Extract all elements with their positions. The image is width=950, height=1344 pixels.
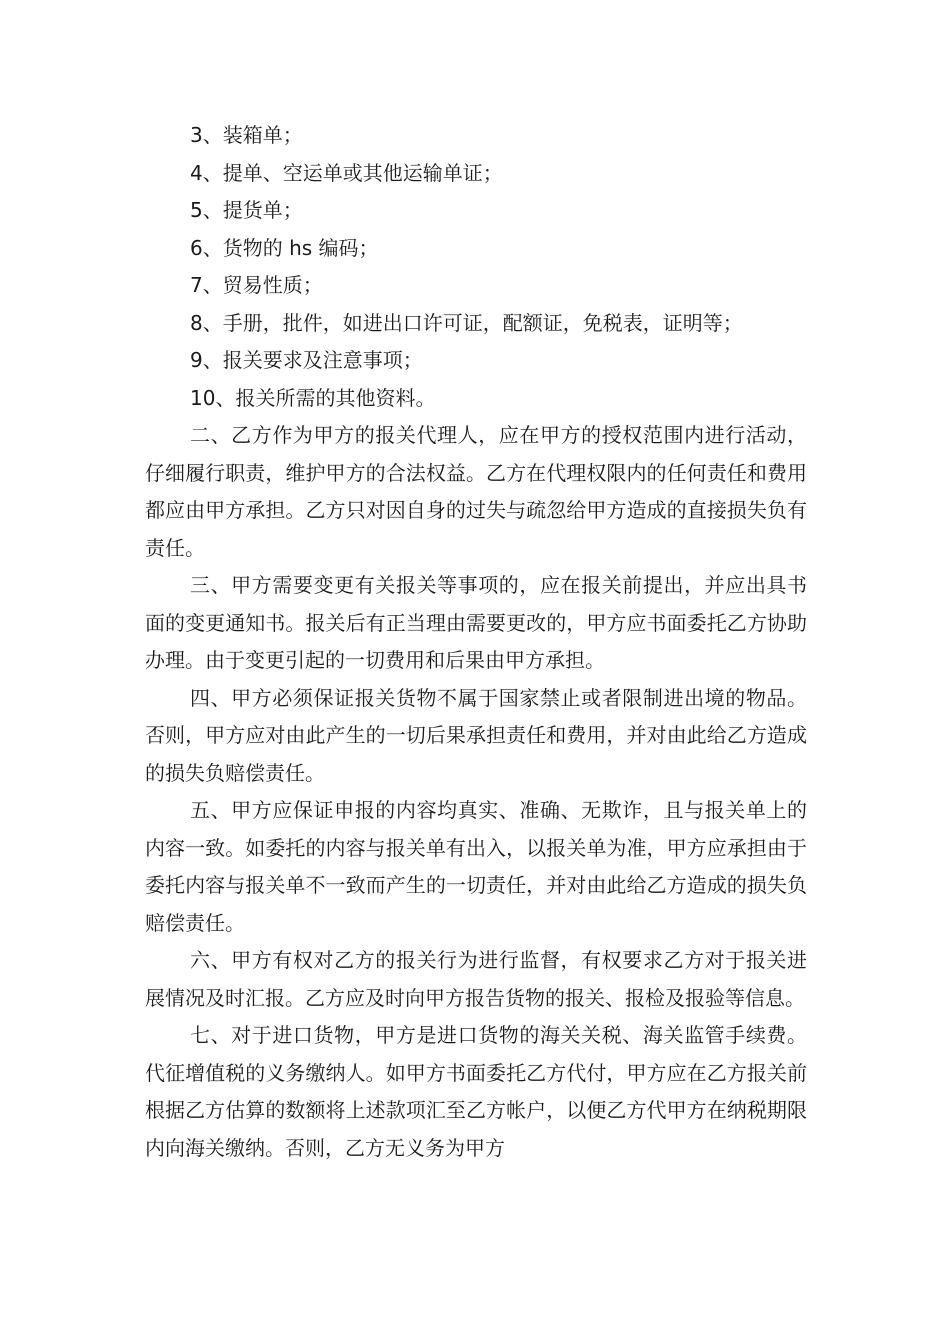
list-item: 7、贸易性质； xyxy=(190,273,323,297)
clause-paragraph: 七、对于进口货物，甲方是进口货物的海关关税、海关监管手续费。代征增值税的义务缴纳人。如甲方书面委托乙方代付，甲方应在乙方报关前根据乙方估算的数额将上述款项汇至乙方帐户，以便乙方代甲方在纳税期限内向海关缴纳。否则，乙方无义务为甲方 xyxy=(145,1023,807,1160)
list-item: 4、提单、空运单或其他运输单证； xyxy=(190,160,503,185)
list-item: 8、手册，批件，如进出口许可证，配额证，免税表，证明等； xyxy=(190,310,743,335)
list-item: 9、报关要求及注意事项； xyxy=(190,348,423,372)
clause-paragraph: 三、甲方需要变更有关报关等事项的，应在报关前提出，并应出具书面的变更通知书。报关后有正当理由需要更改的，甲方应书面委托乙方协助办理。由于变更引起的一切费用和后果由甲方承担。 xyxy=(145,573,807,672)
clause-paragraph: 五、甲方应保证申报的内容均真实、准确、无欺诈，且与报关单上的内容一致。如委托的内容与报关单有出入，以报关单为准，甲方应承担由于委托内容与报关单不一致而产生的一切责任，并对由此给乙方造成的损失负赔偿责任。 xyxy=(145,798,807,935)
list-item: 5、提货单； xyxy=(190,198,303,222)
clause-paragraph: 六、甲方有权对乙方的报关行为进行监督，有权要求乙方对于报关进展情况及时汇报。乙方应及时向甲方报告货物的报关、报检及报验等信息。 xyxy=(145,948,807,1010)
document-body xyxy=(145,117,807,1167)
clause-paragraph: 四、甲方必须保证报关货物不属于国家禁止或者限制进出境的物品。否则，甲方应对由此产生的一切后果承担责任和费用，并对由此给乙方造成的损失负赔偿责任。 xyxy=(145,685,807,785)
clause-paragraph: 二、乙方作为甲方的报关代理人，应在甲方的授权范围内进行活动，仔细履行职责，维护甲方的合法权益。乙方在代理权限内的任何责任和费用都应由甲方承担。乙方只对因自身的过失与疏忽给甲方造成的直接损失负有责任。 xyxy=(145,423,807,560)
list-item: 3、装箱单； xyxy=(190,123,303,147)
list-item: 6、货物的 hs 编码； xyxy=(190,235,379,260)
list-item: 10、报关所需的其他资料。 xyxy=(190,385,436,410)
